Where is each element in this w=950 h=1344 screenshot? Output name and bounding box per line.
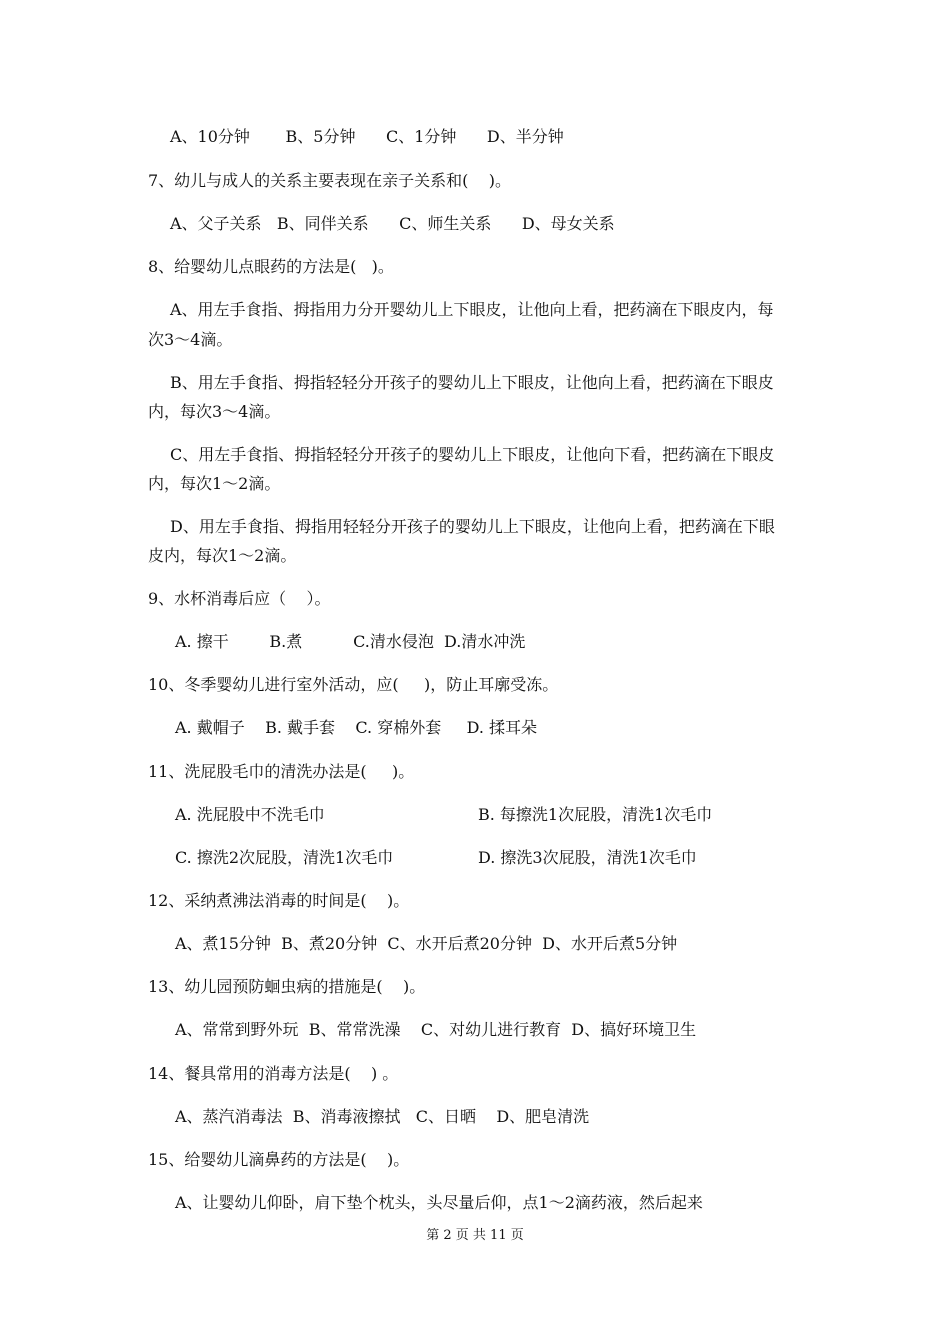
- q8-option-c-line2: 内，每次1～2滴。: [148, 474, 281, 493]
- question-14: 14、餐具常用的消毒方法是( ) 。: [148, 1064, 399, 1083]
- q8-option-a-line2: 次3～4滴。: [148, 330, 233, 349]
- question-11: 11、洗屁股毛巾的清洗办法是( )。: [148, 762, 415, 781]
- q11-option-a: A. 洗屁股中不洗毛巾: [175, 805, 325, 824]
- question-13: 13、幼儿园预防蛔虫病的措施是( )。: [148, 977, 426, 996]
- q8-option-a-line1: A、用左手食指、拇指用力分开婴幼儿上下眼皮，让他向上看，把药滴在下眼皮内，每: [170, 300, 774, 319]
- q6-options: A、10分钟 B、5分钟 C、1分钟 D、半分钟: [170, 127, 564, 146]
- q11-option-d: D. 擦洗3次屁股，清洗1次毛巾: [478, 848, 697, 867]
- q8-option-c-line1: C、用左手食指、拇指轻轻分开孩子的婴幼儿上下眼皮，让他向下看，把药滴在下眼皮: [170, 445, 775, 464]
- question-15: 15、给婴幼儿滴鼻药的方法是( )。: [148, 1150, 410, 1169]
- q13-options: A、常常到野外玩 B、常常洗澡 C、对幼儿进行教育 D、搞好环境卫生: [175, 1020, 697, 1039]
- q15-option-a: A、让婴幼儿仰卧，肩下垫个枕头，头尽量后仰，点1～2滴药液，然后起来: [175, 1193, 703, 1212]
- q10-options: A. 戴帽子 B. 戴手套 C. 穿棉外套 D. 揉耳朵: [175, 718, 538, 737]
- question-12: 12、采纳煮沸法消毒的时间是( )。: [148, 891, 410, 910]
- page-number-footer: 第 2 页 共 11 页: [426, 1228, 524, 1243]
- q7-options: A、父子关系 B、同伴关系 C、师生关系 D、母女关系: [170, 214, 615, 233]
- q8-option-b-line2: 内，每次3～4滴。: [148, 402, 281, 421]
- q12-options: A、煮15分钟 B、煮20分钟 C、水开后煮20分钟 D、水开后煮5分钟: [175, 934, 678, 953]
- question-7: 7、幼儿与成人的关系主要表现在亲子关系和( )。: [148, 171, 512, 190]
- q9-options: A. 擦干 B.煮 C.清水侵泡 D.清水冲洗: [175, 632, 526, 651]
- q8-option-d-line1: D、用左手食指、拇指用轻轻分开孩子的婴幼儿上下眼皮，让他向上看，把药滴在下眼: [170, 517, 775, 536]
- q11-option-c: C. 擦洗2次屁股，清洗1次毛巾: [175, 848, 394, 867]
- q8-option-d-line2: 皮内，每次1～2滴。: [148, 546, 297, 565]
- question-8: 8、给婴幼儿点眼药的方法是( )。: [148, 257, 394, 276]
- question-9: 9、水杯消毒后应（ ）。: [148, 589, 331, 608]
- q8-option-b-line1: B、用左手食指、拇指轻轻分开孩子的婴幼儿上下眼皮，让他向上看，把药滴在下眼皮: [170, 373, 774, 392]
- q11-option-b: B. 每擦洗1次屁股，清洗1次毛巾: [478, 805, 713, 824]
- question-10: 10、冬季婴幼儿进行室外活动，应( )，防止耳廓受冻。: [148, 675, 559, 694]
- q14-options: A、蒸汽消毒法 B、消毒液擦拭 C、日晒 D、肥皂清洗: [175, 1107, 590, 1126]
